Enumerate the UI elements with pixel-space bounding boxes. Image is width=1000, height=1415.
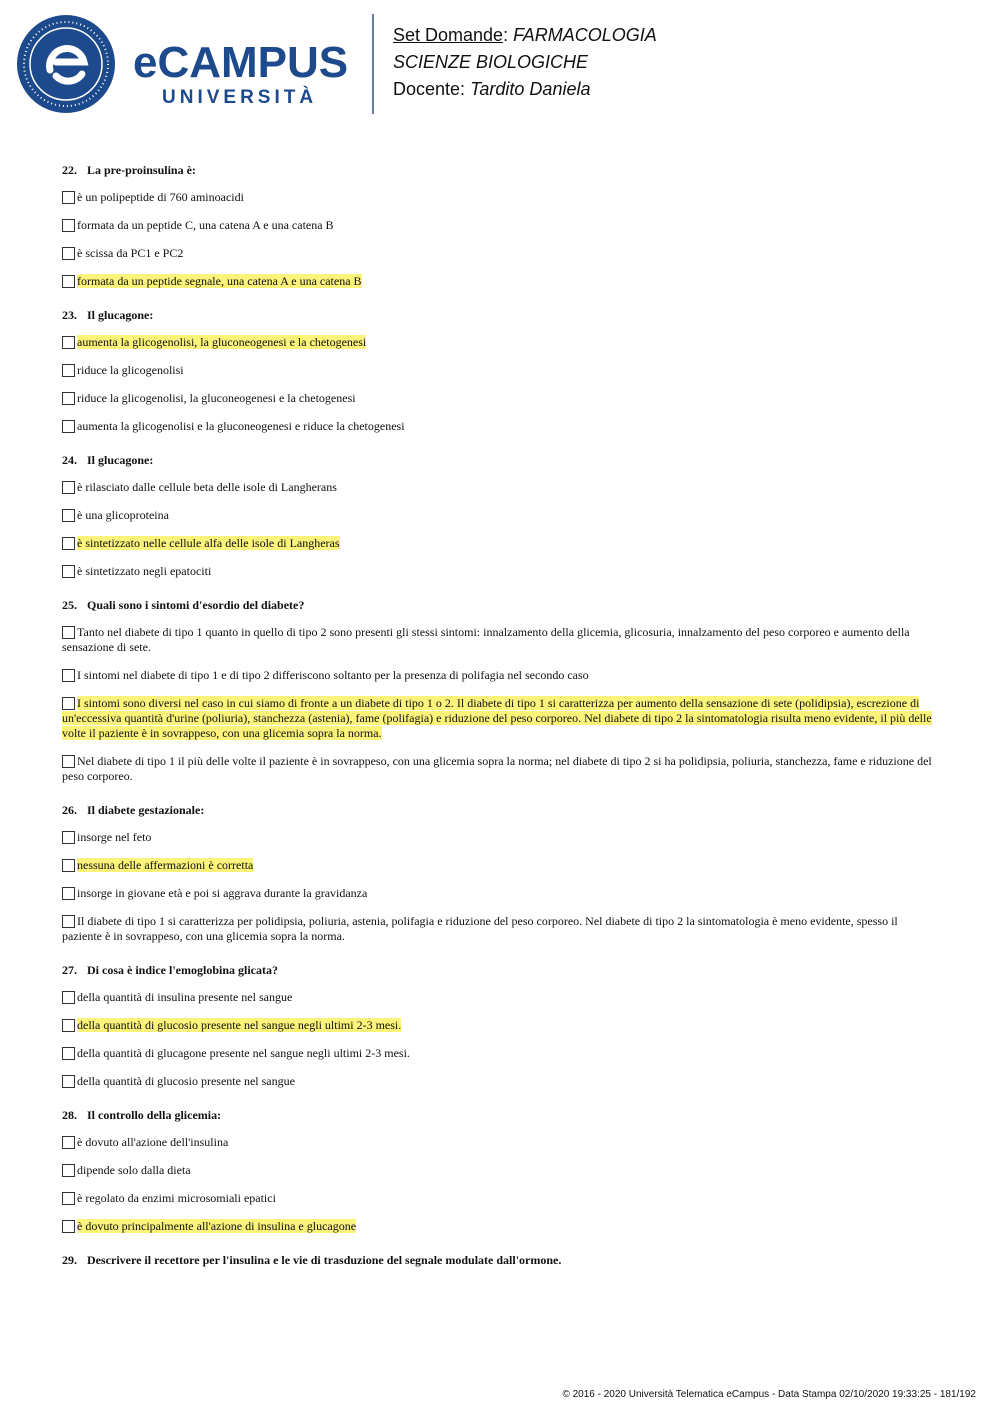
teacher-name: Tardito Daniela	[470, 79, 591, 99]
answer-text: è dovuto all'azione dell'insulina	[77, 1135, 229, 1149]
question-number: 28.	[62, 1108, 77, 1122]
answer-option[interactable]	[62, 990, 938, 1005]
question-title	[62, 802, 938, 818]
checkbox[interactable]	[62, 420, 75, 433]
answer-option[interactable]	[62, 335, 938, 350]
question-title	[62, 1107, 938, 1123]
answer-text: dipende solo dalla dieta	[77, 1163, 191, 1177]
question-text: Di cosa è indice l'emoglobina glicata?	[87, 963, 278, 977]
question	[62, 802, 938, 944]
question-number: 24.	[62, 453, 77, 467]
answer-option[interactable]	[62, 274, 938, 289]
teacher-label: Docente:	[393, 79, 466, 99]
answer-option[interactable]	[62, 1191, 938, 1206]
checkbox[interactable]	[62, 1075, 75, 1088]
answer-text: riduce la glicogenolisi, la gluconeogenesi e la chetogenesi	[77, 391, 356, 405]
teacher-line	[393, 76, 657, 103]
question-number: 27.	[62, 963, 77, 977]
answer-option[interactable]	[62, 363, 938, 378]
answer-text: riduce la glicogenolisi	[77, 363, 184, 377]
ecampus-logo-icon	[16, 14, 116, 114]
answer-text: insorge in giovane età e poi si aggrava durante la gravidanza	[77, 886, 368, 900]
answer-option[interactable]	[62, 218, 938, 233]
answer-text: I sintomi nel diabete di tipo 1 e di tipo 2 differiscono soltanto per la presenza di polifagia nel secondo caso	[77, 668, 589, 682]
answer-text-highlighted: aumenta la glicogenolisi, la gluconeogenesi e la chetogenesi	[77, 335, 367, 349]
answer-option[interactable]	[62, 246, 938, 261]
question	[62, 1107, 938, 1234]
question-number: 22.	[62, 163, 77, 177]
page-footer: © 2016 - 2020 Università Telematica eCampus - Data Stampa 02/10/2020 19:33:25 - 181/192	[562, 1389, 976, 1400]
logo-subtext: UNIVERSITÀ	[162, 87, 318, 108]
answer-text-highlighted: nessuna delle affermazioni è corretta	[77, 858, 254, 872]
question-title	[62, 452, 938, 468]
checkbox[interactable]	[62, 1220, 75, 1233]
answer-text: è regolato da enzimi microsomiali epatici	[77, 1191, 276, 1205]
question-list	[62, 162, 938, 1286]
checkbox[interactable]	[62, 1047, 75, 1060]
question	[62, 162, 938, 289]
answer-text-highlighted: è dovuto principalmente all'azione di insulina e glucagone	[77, 1219, 357, 1233]
checkbox[interactable]	[62, 859, 75, 872]
answer-option[interactable]	[62, 1219, 938, 1234]
answer-option[interactable]	[62, 696, 938, 741]
checkbox[interactable]	[62, 1136, 75, 1149]
answer-option[interactable]	[62, 886, 938, 901]
answer-text: è una glicoproteina	[77, 508, 169, 522]
answer-option[interactable]	[62, 1074, 938, 1089]
question-number: 29.	[62, 1253, 77, 1267]
answer-text: della quantità di glucosio presente nel sangue	[77, 1074, 295, 1088]
answer-option[interactable]	[62, 419, 938, 434]
header-divider	[372, 14, 374, 114]
question	[62, 597, 938, 784]
checkbox[interactable]	[62, 1192, 75, 1205]
question-title	[62, 307, 938, 323]
answer-text: Nel diabete di tipo 1 il più delle volte il paziente è in sovrappeso, con una glicemia sopra la norma; nel diabete di tipo 2 si ha polidipsia, poliuria, stanchezza, fame e riduzione del peso corporeo.	[62, 754, 932, 783]
answer-text-highlighted: formata da un peptide segnale, una catena A e una catena B	[77, 274, 362, 288]
answer-option[interactable]	[62, 480, 938, 495]
question-number: 26.	[62, 803, 77, 817]
question-text: Il glucagone:	[87, 453, 154, 467]
checkbox[interactable]	[62, 755, 75, 768]
checkbox[interactable]	[62, 697, 75, 710]
answer-option[interactable]	[62, 190, 938, 205]
answer-option[interactable]	[62, 1135, 938, 1150]
answer-text: insorge nel feto	[77, 830, 152, 844]
checkbox[interactable]	[62, 991, 75, 1004]
question-title	[62, 962, 938, 978]
answer-option[interactable]	[62, 625, 938, 655]
question	[62, 962, 938, 1089]
checkbox[interactable]	[62, 915, 75, 928]
checkbox[interactable]	[62, 364, 75, 377]
answer-text: è scissa da PC1 e PC2	[77, 246, 184, 260]
question-text: Il controllo della glicemia:	[87, 1108, 222, 1122]
answer-text: della quantità di glucagone presente nel sangue negli ultimi 2-3 mesi.	[77, 1046, 410, 1060]
question-text: La pre-proinsulina è:	[87, 163, 196, 177]
answer-text-highlighted: della quantità di glucosio presente nel sangue negli ultimi 2-3 mesi.	[77, 1018, 402, 1032]
answer-text: aumenta la glicogenolisi e la gluconeogenesi e riduce la chetogenesi	[77, 419, 405, 433]
question-text: Quali sono i sintomi d'esordio del diabete?	[87, 598, 305, 612]
checkbox[interactable]	[62, 831, 75, 844]
course: SCIENZE BIOLOGICHE	[393, 52, 589, 72]
checkbox[interactable]	[62, 1164, 75, 1177]
answer-text: è sintetizzato negli epatociti	[77, 564, 212, 578]
answer-option[interactable]	[62, 668, 938, 683]
answer-text: Il diabete di tipo 1 si caratterizza per polidipsia, poliuria, astenia, polifagia e riduzione del peso corporeo. Nel diabete di tipo 2 la sintomatologia è meno evidente, spesso il paziente è in sovrappeso, con una glicemia sopra la norma.	[62, 914, 898, 943]
set-line: Set Domande: FARMACOLOGIA	[393, 25, 657, 45]
question-title	[62, 162, 938, 178]
checkbox[interactable]	[62, 626, 75, 639]
question-text: Descrivere il recettore per l'insulina e le vie di trasduzione del segnale modulate dall'ormone.	[87, 1253, 562, 1267]
answer-option[interactable]	[62, 1163, 938, 1178]
answer-option[interactable]	[62, 1018, 938, 1033]
checkbox[interactable]	[62, 275, 75, 288]
checkbox[interactable]	[62, 336, 75, 349]
answer-option[interactable]	[62, 858, 938, 873]
logo-wordmark: eCAMPUS	[133, 38, 349, 87]
checkbox[interactable]	[62, 537, 75, 550]
question-title	[62, 1252, 938, 1268]
answer-text: Tanto nel diabete di tipo 1 quanto in quello di tipo 2 sono presenti gli stessi sintomi: innalzamento della glicemia, glicosuria, innalzamento del peso corporeo e aumento della sensazione di sete.	[62, 625, 910, 654]
answer-option[interactable]	[62, 1046, 938, 1061]
checkbox[interactable]	[62, 247, 75, 260]
header-info	[393, 22, 657, 103]
answer-option[interactable]	[62, 391, 938, 406]
question-text: Il glucagone:	[87, 308, 154, 322]
checkbox[interactable]	[62, 887, 75, 900]
question	[62, 452, 938, 579]
checkbox[interactable]	[62, 565, 75, 578]
checkbox[interactable]	[62, 1019, 75, 1032]
answer-text: è rilasciato dalle cellule beta delle isole di Langherans	[77, 480, 337, 494]
answer-option[interactable]	[62, 536, 938, 551]
subject: FARMACOLOGIA	[513, 25, 657, 45]
question-title	[62, 597, 938, 613]
answer-text: della quantità di insulina presente nel sangue	[77, 990, 293, 1004]
answer-option[interactable]	[62, 508, 938, 523]
checkbox[interactable]	[62, 481, 75, 494]
answer-text-highlighted: è sintetizzato nelle cellule alfa delle isole di Langheras	[77, 536, 340, 550]
question-text: Il diabete gestazionale:	[87, 803, 205, 817]
answer-option[interactable]	[62, 914, 938, 944]
answer-text-highlighted: I sintomi sono diversi nel caso in cui siamo di fronte a un diabete di tipo 1 o 2. Il diabete di tipo 1 si caratterizza per aumento della sensazione di sete (polidipsia), escrezione di un'eccessiva quantità d'urine (poliuria), stanchezza (astenia), fame (polifagia) e riduzione del peso corporeo. Nel diabete di tipo 2 la sintomatologia risulta meno evidente, il più delle volte il paziente è in sovrappeso, con una glicemia sopra la norma.	[62, 696, 932, 740]
page-header	[0, 0, 1000, 130]
checkbox[interactable]	[62, 219, 75, 232]
answer-option[interactable]	[62, 830, 938, 845]
question	[62, 307, 938, 434]
question-number: 23.	[62, 308, 77, 322]
set-label: Set Domande	[393, 25, 504, 45]
answer-text: è un polipeptide di 760 aminoacidi	[77, 190, 244, 204]
question	[62, 1252, 938, 1268]
answer-text: formata da un peptide C, una catena A e una catena B	[77, 218, 334, 232]
question-number: 25.	[62, 598, 77, 612]
answer-option[interactable]	[62, 754, 938, 784]
checkbox[interactable]	[62, 669, 75, 682]
checkbox[interactable]	[62, 392, 75, 405]
answer-option[interactable]	[62, 564, 938, 579]
checkbox[interactable]	[62, 191, 75, 204]
checkbox[interactable]	[62, 509, 75, 522]
